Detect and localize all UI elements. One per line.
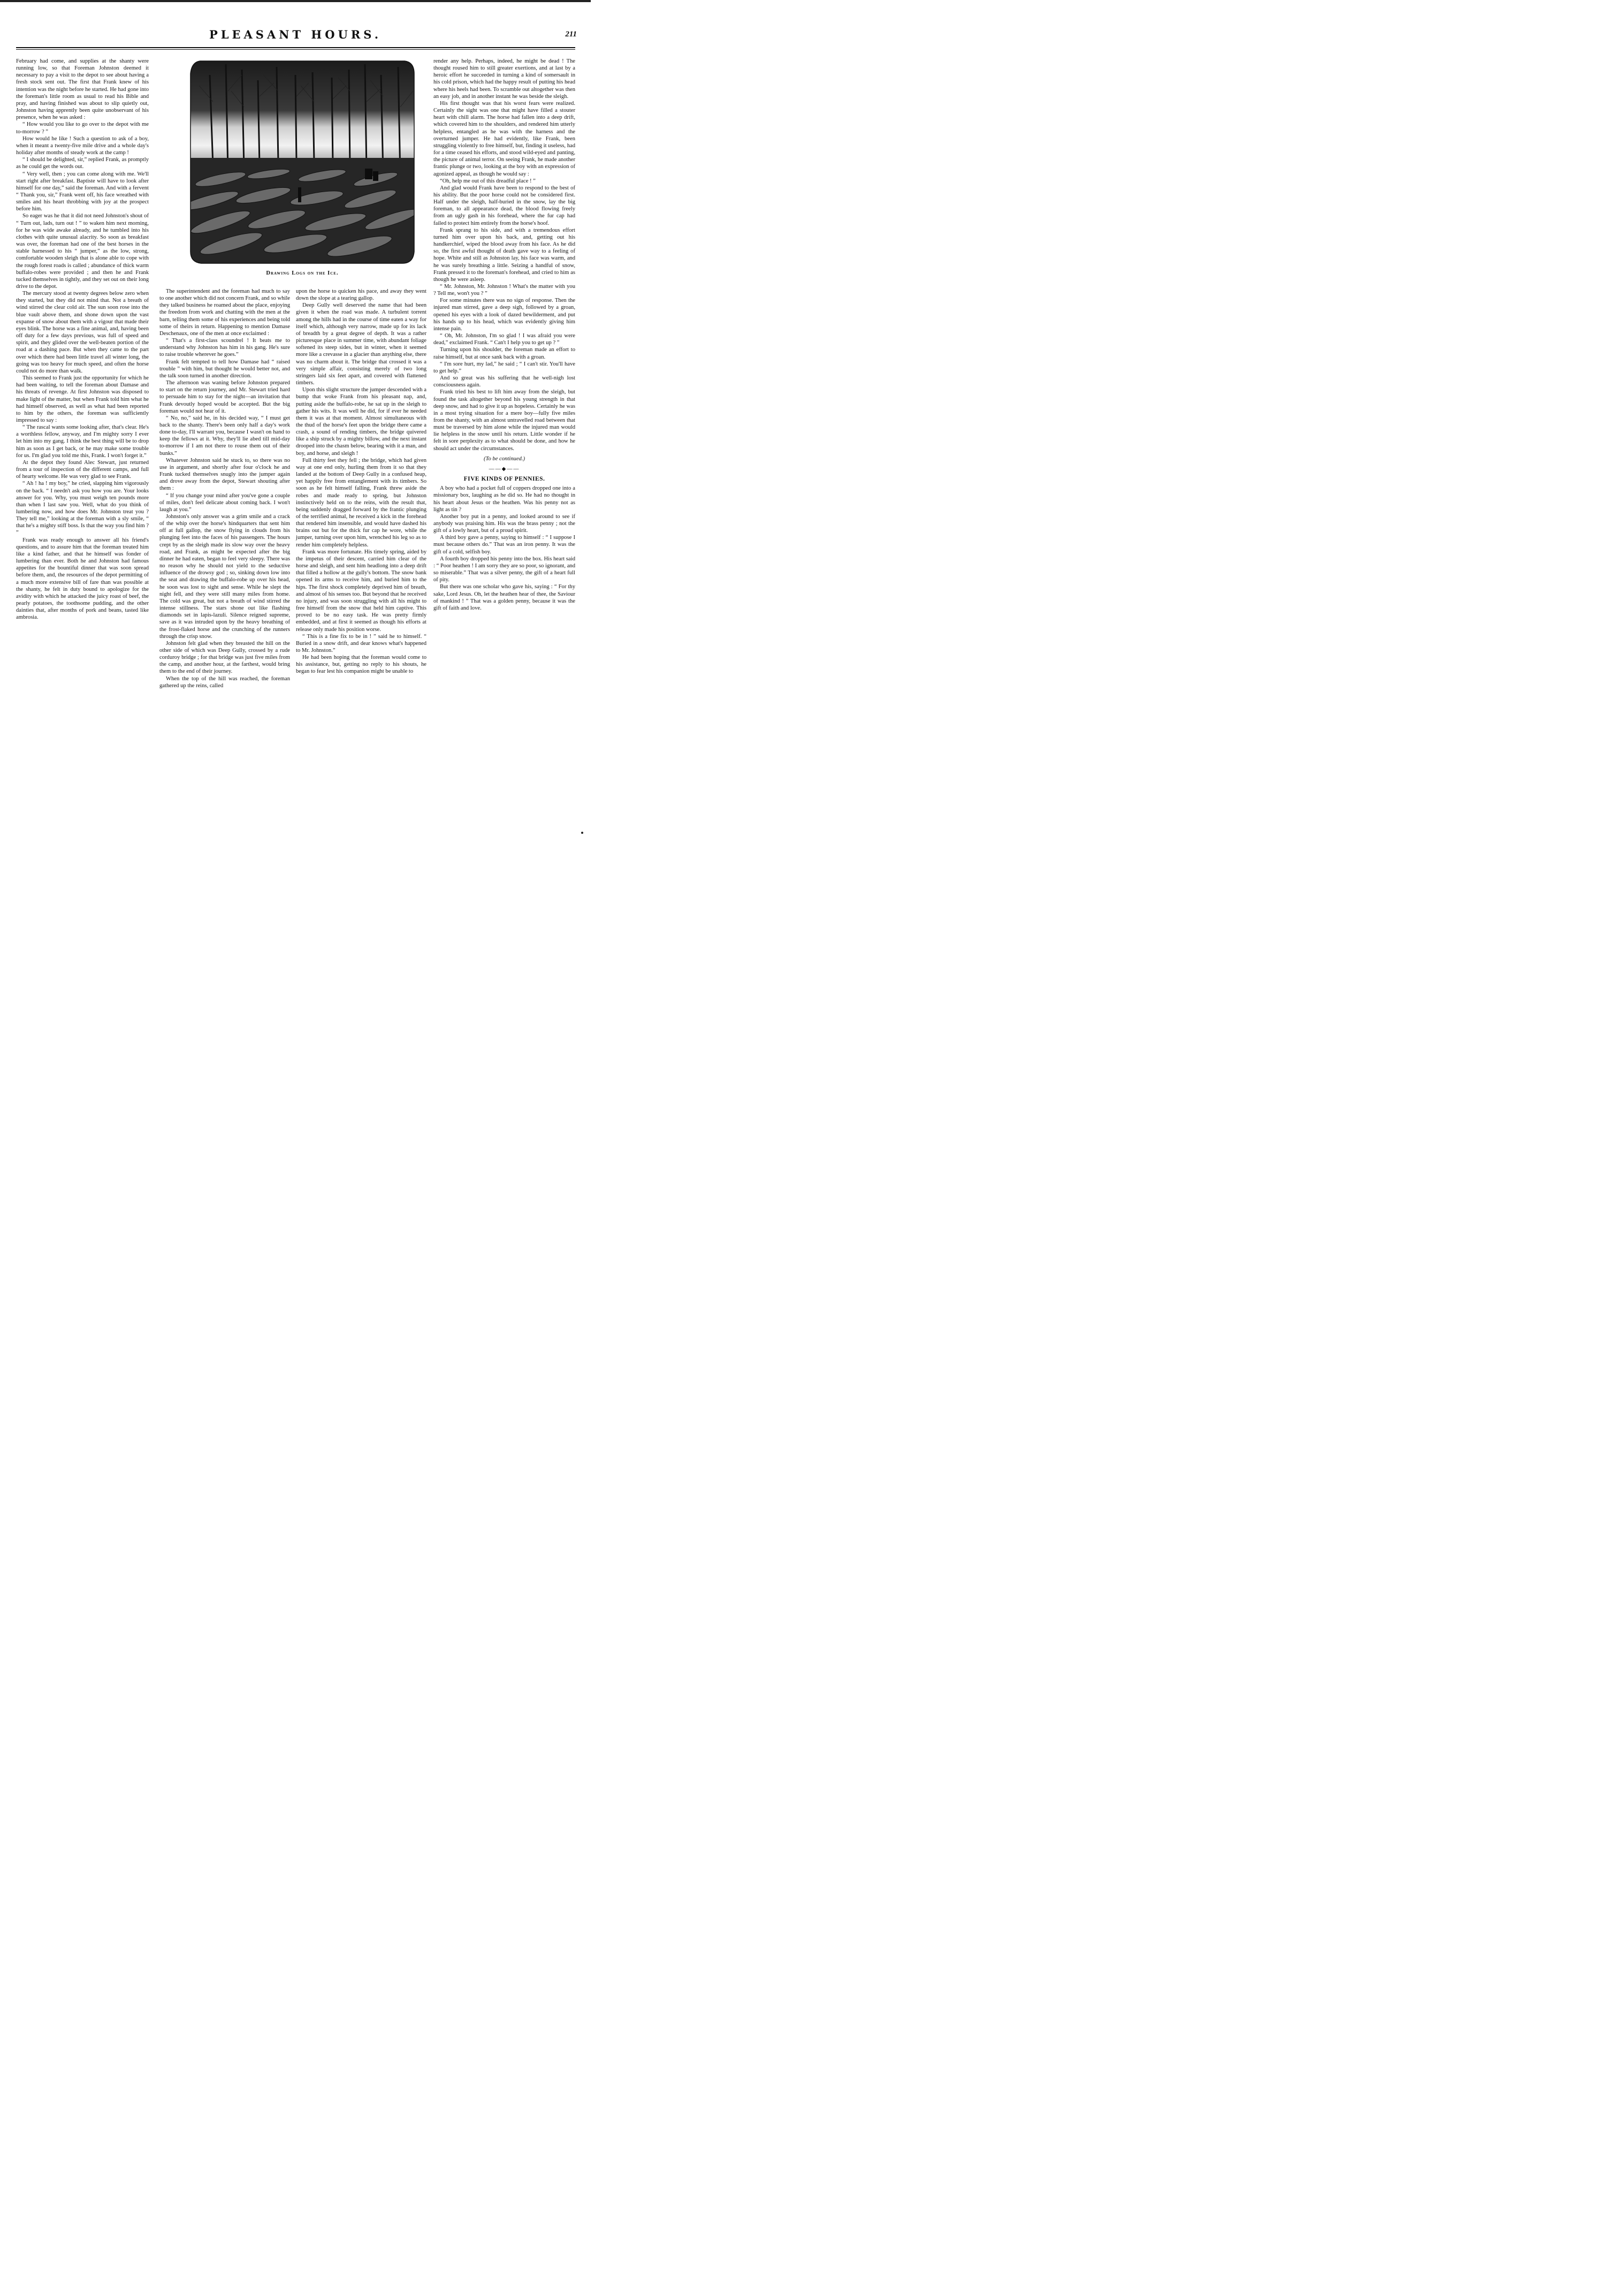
masthead: PLEASANT HOURS. bbox=[209, 28, 382, 41]
column-3 bbox=[296, 288, 426, 675]
paragraph: Johnston's only answer was a grim smile and a crack of the whip over the horse's hindquarters that sent him off at full gallop, the snow flying in clouds from his plunging feet into the faces of his passengers. The hours crept by as the sleigh made its slow way over the heavy road, and Frank, as might be expected after the big dinner he had eaten, began to feel very sleepy. There was no reason why he should not yield to the seductive influence of the drowsy god ; so, sinking down low into the seat and drawing the buffalo-robe up over his head, he soon was lost to sight and sense. While he slept the night fell, and they were still many miles from home. The cold was great, but not a breath of wind stirred the intense stillness. The stars shone out like flashing diamonds set in lapis-lazuli. Silence reigned supreme, save as it was intruded upon by the heavy breathing of the frost-flaked horse and the crunching of the runners through the crisp snow. bbox=[159, 514, 290, 640]
illustration-caption: Drawing Logs on the Ice. bbox=[266, 270, 339, 276]
paragraph: Frank sprang to his side, and with a tremendous effort turned him over upon his back, and, getting out his handkerchief, wiped the blood away from his face. As he did so, the first awful thought of death gave way to a feeling of hope. White and still as Johnston lay, his face was warm, and he was surely breathing a little. Seizing a handful of snow, Frank pressed it to the foreman's forehead, and cried to him as though he were asleep. bbox=[433, 227, 575, 283]
paragraph: “Oh, help me out of this dreadful place ! ” bbox=[440, 178, 536, 184]
paragraph: Johnston felt glad when they breasted the hill on the other side of which was Deep Gully, crossed by a rude corduroy bridge ; for that bridge was just five miles from the camp, and another hour, at the farthest, would bring them to the end of their journey. bbox=[159, 640, 290, 675]
paragraph: Deep Gully well deserved the name that had been given it when the road was made. A turbulent torrent among the hills had in the course of time eaten a way for itself which, although very narrow, made up for its lack of breadth by a great degree of depth. It was a rather picturesque place in summer time, with abundant foliage softened its steep sides, but in winter, when it seemed more like a crevasse in a glacier than anything else, there was no charm about it. The bridge that crossed it was a very simple affair, consisting merely of two long stringers laid six feet apart, and covered with flattened timbers. bbox=[296, 302, 426, 386]
header-rule-thin bbox=[16, 49, 575, 50]
column-2 bbox=[159, 288, 290, 689]
paragraph: render any help. Perhaps, indeed, he might be dead ! The thought roused him to still greater exertions, and at last by a heroic effort he succeeded in turning a kind of somersault in his cold prison, which had the happy result of putting his head where his heels had been. To scramble out altogether was then an easy job, and in another instant he was beside the sleigh. bbox=[433, 58, 575, 100]
paragraph: Frank was more fortunate. His timely spring, aided by the impetus of their descent, carried him clear of the horse and sleigh, and sent him headlong into a deep drift that filled a hollow at the gully's bottom. The snow bank opened its arms to receive him, and buried him to the hips. The first shock completely deprived him of breath, and almost of his senses too. But beyond that he received no injury, and was soon struggling with all his might to free himself from the snow that held him captive. This proved to be no easy task. He was pretty firmly embedded, and at first it seemed as though his efforts at release only made his position worse. bbox=[296, 549, 426, 633]
paragraph: “ That's a first-class scoundrel ! It beats me to understand why Johnston has him in his gang. He's sure to raise trouble wherever he goes.” bbox=[159, 338, 290, 358]
paragraph: “ Oh, Mr. Johnston, I'm so glad ! I was afraid you were dead,” exclaimed Frank. “ Can't I help you to get up ? ” bbox=[433, 333, 575, 346]
page-header bbox=[0, 27, 591, 43]
paragraph: But there was one scholar who gave his, saying : “ For thy sake, Lord Jesus. Oh, let the heathen hear of thee, the Saviour of mankind ! ” That was a golden penny, because it was the gift of faith and love. bbox=[433, 584, 575, 611]
paragraph: The afternoon was waning before Johnston prepared to start on the return journey, and Mr. Stewart tried hard to persuade him to stay for the night—an invitation that Frank devoutly hoped would be accepted. But the big foreman would not hear of it. bbox=[159, 380, 290, 414]
header-rule bbox=[16, 47, 575, 48]
top-border bbox=[0, 0, 591, 2]
paragraph: “ If you change your mind after you've gone a couple of miles, don't feel delicate about coming back. I won't laugh at you.” bbox=[159, 492, 290, 513]
paragraph: A boy who had a pocket full of coppers dropped one into a missionary box, laughing as he did so. He had no thought in his heart about Jesus or the heathen. Was his penny not as light as tin ? bbox=[433, 485, 575, 513]
paragraph: A third boy gave a penny, saying to himself : “ I suppose I must because others do.” That was an iron penny. It was the gift of a cold, selfish boy. bbox=[433, 535, 575, 555]
paragraph: And glad would Frank have been to respond to the best of his ability. But the poor horse could not be considered first. Half under the sleigh, half-buried in the snow, lay the big foreman, to all appearance dead, the blood flowing freely from an ugly gash in his forehead, where the fur cap had failed to protect him entirely from the horse's hoof. bbox=[433, 185, 575, 226]
illustration-drawing-logs bbox=[188, 59, 416, 265]
paragraph: How would he like ! Such a question to ask of a boy, when it meant a twenty-five mile drive and a whole day's holiday after months of steady work at the camp ! bbox=[16, 135, 149, 156]
paragraph: February had come, and supplies at the shanty were running low, so that Foreman Johnston deemed it necessary to pay a visit to the depot to see about having a fresh stock sent out. The first that Frank knew of his intention was the night before he started. He had gone into the foreman's little room as usual to read his Bible and pray, and having finished was about to slip quietly out, Johnston having apprently been quite unobservant of his presence, when he was asked : bbox=[16, 58, 149, 121]
paragraph: Full thirty feet they fell ; the bridge, which had given way at one end only, hurling them from it so that they landed at the bottom of Deep Gully in a confused heap, yet happily free from entanglement with its timbers. So soon as he felt himself falling, Frank threw aside the robes and made ready to spring, but Johnston instinctively held on to the reins, with the result that, being suddenly dragged forward by the frantic plunging of the terrified animal, he received a kick in the forehead that rendered him insensible, and would have dashed his brains out but for the thick fur cap he wore, while the jumper, turning over upon him, wrenched his leg so as to render him completely helpless. bbox=[296, 457, 426, 548]
to-be-continued: (To be continued.) bbox=[484, 455, 525, 462]
paragraph: “ No, no,” said he, in his decided way, “ I must get back to the shanty. There's been only half a day's work done to-day, I'll warrant you, because I wasn't on hand to keep the fellows at it. Why, they'll lie abed till mid-day to-morrow if I am not there to rouse them out of their bunks.” bbox=[159, 415, 290, 457]
page-mark bbox=[581, 832, 583, 834]
paragraph: The superintendent and the foreman had much to say to one another which did not concern Frank, and so while they talked business he roamed about the place, enjoying the freedom from work and chatting with the men at the barn, telling them some of his experiences and being told some of theirs in return. Happening to mention Damase Deschenaux, one of the men at once exclaimed : bbox=[159, 288, 290, 337]
paragraph: “ I should be delighted, sir,” replied Frank, as promptly as he could get the words out. bbox=[16, 157, 149, 170]
paragraph: The mercury stood at twenty degrees below zero when they started, but they did not mind that. Not a breath of wind stirred the clear cold air. The sun soon rose into the blue vault above them, and shone down upon the vast expanse of snow about them with a vigour that made their eyes blink. The horse was a fine animal, and, having been off duty for a few days previous, was full of speed and spirit, and they glided over the well-beaten portion of the road at a dashing pace. But when they came to the part over which there had been little travel all winter long, the going was too heavy for much speed, and often the horse could not do more than walk. bbox=[16, 291, 149, 374]
paragraph: “ Very well, then ; you can come along with me. We'll start right after breakfast. Baptiste will have to look after himself for one day,” said the foreman. And with a fervent “ Thank you, sir,” Frank went off, his face wreathed with smiles and his heart throbbing with joy at the prospect before him. bbox=[16, 171, 149, 212]
paragraph: Whatever Johnston said he stuck to, so there was no use in argument, and shortly after four o'clock he and Frank tucked themselves snugly into the jumper again and drove away from the depot, Stewart shouting after them : bbox=[159, 457, 290, 492]
paragraph: This seemed to Frank just the opportunity for which he had been waiting, to tell the foreman about Damase and his threats of revenge. At first Johnston was disposed to make light of the matter, but when Frank told him what he had himself observed, as well as what had been reported to him by the others, the foreman was sufficiently impressed to say : bbox=[16, 375, 149, 423]
paragraph: When the top of the hill was reached, the foreman gathered up the reins, called bbox=[159, 675, 290, 689]
column-1 bbox=[16, 58, 149, 621]
paragraph: For some minutes there was no sign of response. Then the injured man stirred, gave a deep sigh, followed by a groan, opened his eyes with a look of dazed bewilderment, and put his hands up to his head, which was evidently giving him intense pain. bbox=[433, 298, 575, 332]
paragraph: “ The rascal wants some looking after, that's clear. He's a worthless fellow, anyway, and I'm mighty sorry I ever let him into my gang. I think the best thing will be to drop him as soon as I get back, or he may make some trouble for us. I'm glad you told me this, Frank. I won't forget it.” bbox=[16, 424, 149, 459]
paragraph: So eager was he that it did not need Johnston's shout of “ Turn out, lads, turn out ! ” to waken him next morning, for he was wide awake already, and he tumbled into his clothes with quite unusual alacrity. So soon as breakfast was over, the foreman had one of the best horses in the stable harnessed to his “ jumper,” as the low, strong, comfortable wooden sleigh that is alone able to cope with the rough forest roads is called ; abundance of thick warm buffalo-robes were provided ; and then he and Frank tucked themselves in tightly, and they set out on their long drive to the depot. bbox=[16, 213, 149, 290]
paragraph: His first thought was that his worst fears were realized. Certainly the sight was one that might have filled a stouter heart with chill alarm. The horse had fallen into a deep drift, which covered him to the shoulders, and rendered him utterly helpless, entangled as he was with the harness and the overturned jumper. He had evidently, like Frank, been struggling violently to free himself, but, finding it useless, had for a time ceased his efforts, and stood wild-eyed and panting, the picture of animal terror. On seeing Frank, he made another frantic plunge or two, looking at the boy with an expression of agonized appeal, as though he would say : bbox=[433, 100, 575, 177]
engraving-image bbox=[188, 59, 416, 265]
paragraph: Frank tried his best to lift him away from the sleigh, but found the task altogether beyond his young strength in that deep snow, and had to give it up as hopeless. Certainly he was in a most trying situation for a mere boy—fully five miles from the shanty, with an almost untravelled road between that must be traversed by him alone while the injured man would lie helpless in the snow until his return. Little wonder if he felt in sore perplexity as to what should be done, and how he should act under the circumstances. bbox=[433, 389, 575, 452]
paragraph: Frank was ready enough to answer all his friend's questions, and to assure him that the foreman treated him like a kind father, and that he himself was fonder of lumbering than ever. Both he and Johnston had famous appetites for the bountiful dinner that was soon spread before them, and, the resources of the depot permitting of a much more extensive bill of fare than was possible at the shanty, he felt in duty bound to apologize for the avidity with which he attacked the juicy roast of beef, the pearly potatoes, the toothsome pudding, and the other dainties that, after months of pork and beans, tasted like ambrosia. bbox=[16, 537, 149, 621]
paragraph: Upon this slight structure the jumper descended with a bump that woke Frank from his pleasant nap, and, putting aside the buffalo-robe, he sat up in the sleigh to gather his wits. It was well he did, for if ever he needed them it was at that moment. Almost simultaneous with the thud of the horse's feet upon the bridge there came a crash, a sound of rending timbers, the bridge quivered like a ship struck by a mighty billow, and the next instant drooped into the chasm below, bearing with it a man, and boy, and horse, and sleigh ! bbox=[296, 387, 426, 457]
paragraph: And so great was his suffering that he well-nigh lost consciousness again. bbox=[433, 375, 575, 389]
section-title: FIVE KINDS OF PENNIES. bbox=[463, 476, 545, 483]
paragraph: A fourth boy dropped his penny into the box. His heart said : “ Poor heathen ! I am sorry they are so poor, so ignorant, and so miserable.” That was a silver penny, the gift of a heart full of pity. bbox=[433, 556, 575, 583]
paragraph: At the depot they found Alec Stewart, just returned from a tour of inspection of the different camps, and full of hearty welcome. He was very glad to see Frank. bbox=[16, 459, 149, 480]
paragraph: “ I'm sore hurt, my lad,” he said ; “ I can't stir. You'll have to get help.” bbox=[433, 361, 575, 374]
paragraph: He had been hoping that the foreman would come to his assistance, but, getting no reply to his shouts, he began to fear lest his companion might be unable to bbox=[296, 655, 426, 675]
paragraph: upon the horse to quicken his pace, and away they went down the slope at a tearing gallop. bbox=[296, 288, 426, 302]
paragraph: Another boy put in a penny, and looked around to see if anybody was praising him. His was the brass penny ; not the gift of a lowly heart, but of a proud spirit. bbox=[433, 513, 575, 534]
paragraph: “ Ah ! ha ! my boy,” he cried, slapping him vigorously on the back. “ I needn't ask you how you are. Your looks answer for you. Why, you must weigh ten pounds more than when I last saw you. Well, what do you think of lumbering now, and how does Mr. Johnston treat you ? They tell me,” looking at the foreman with a sly smile, “ that he's a mighty stiff boss. Is that the way you find him ? ” bbox=[16, 481, 149, 536]
paragraph: Turning upon his shoulder, the foreman made an effort to raise himself, but at once sank back with a groan. bbox=[433, 347, 575, 360]
paragraph: Frank felt tempted to tell how Damase had “ raised trouble ” with him, but thought he would better not, and the talk soon turned in another direction. bbox=[159, 359, 290, 379]
paragraph: “ This is a fine fix to be in ! ” said he to himself. “ Buried in a snow drift, and dear knows what's happened to Mr. Johnston.” bbox=[296, 633, 426, 653]
page-number: 211 bbox=[565, 30, 577, 39]
section-ornament: ——◆—— bbox=[489, 466, 520, 472]
paragraph: “ How would you like to go over to the depot with me to-morrow ? ” bbox=[16, 121, 149, 135]
column-4 bbox=[433, 58, 575, 612]
paragraph: “ Mr. Johnston, Mr. Johnston ! What's the matter with you ? Tell me, won't you ? ” bbox=[433, 284, 575, 297]
